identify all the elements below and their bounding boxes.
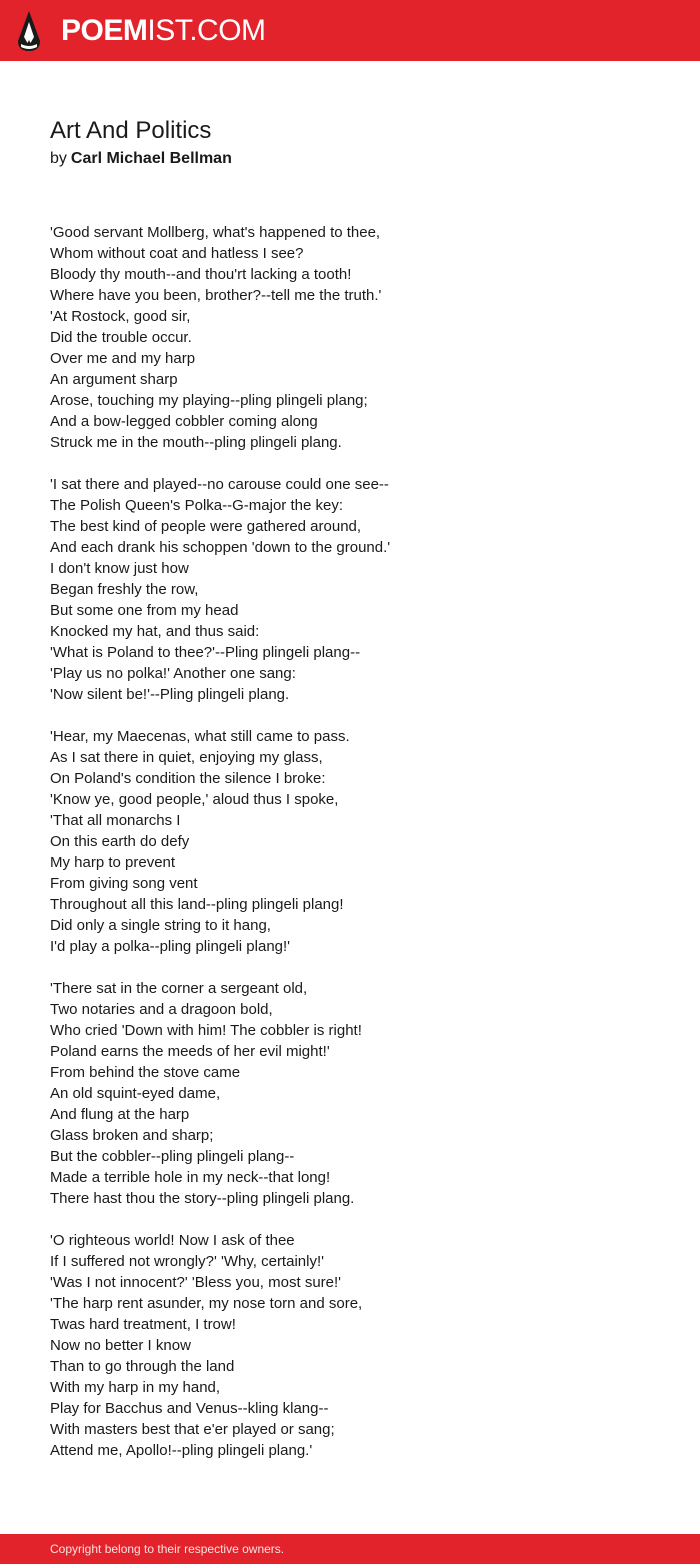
logo-brand-light: IST.COM [147, 13, 266, 47]
author-name: Carl Michael Bellman [70, 150, 232, 167]
poem-line: The best kind of people were gathered around, [50, 518, 362, 535]
poem-stanza [50, 978, 670, 1209]
byline-label: by [50, 150, 67, 167]
poem-line: 'What is Poland to thee?'--Pling plingeli plang-- [50, 644, 361, 661]
pencil-tip-icon[interactable] [17, 10, 41, 52]
poem-line: And a bow-legged cobbler coming along [50, 413, 318, 430]
poem-line: 'Play us no polka!' Another one sang: [50, 665, 296, 682]
poem-line: And flung at the harp [50, 1106, 190, 1123]
poem-line: As I sat there in quiet, enjoying my glass, [50, 749, 323, 766]
poem-line: An argument sharp [50, 371, 178, 388]
poem-line: 'The harp rent asunder, my nose torn and sore, [50, 1295, 363, 1312]
poem-line: Where have you been, brother?--tell me the truth.' [50, 287, 382, 304]
copyright-text: Copyright belong to their respective owners. [50, 1542, 285, 1556]
poem-line: Bloody thy mouth--and thou'rt lacking a tooth! [50, 266, 352, 283]
poem-line: 'Good servant Mollberg, what's happened to thee, [50, 224, 381, 241]
poem-article [50, 116, 670, 1482]
poem-line: Over me and my harp [50, 350, 196, 367]
poem-body [50, 222, 670, 1461]
poem-line: 'Hear, my Maecenas, what still came to pass. [50, 728, 350, 745]
poem-line: Glass broken and sharp; [50, 1127, 214, 1144]
poem-line: Than to go through the land [50, 1358, 235, 1375]
poem-line: Whom without coat and hatless I see? [50, 245, 304, 262]
poem-line: I'd play a polka--pling plingeli plang!' [50, 938, 291, 955]
poem-line: Did the trouble occur. [50, 329, 192, 346]
poem-line: With masters best that e'er played or sang; [50, 1421, 335, 1438]
poem-line: The Polish Queen's Polka--G-major the key: [50, 497, 343, 514]
poem-line: 'Was I not innocent?' 'Bless you, most sure!' [50, 1274, 342, 1291]
poem-stanza [50, 1230, 670, 1461]
poem-line: Play for Bacchus and Venus--kling klang-- [50, 1400, 329, 1417]
poem-line: Throughout all this land--pling plingeli plang! [50, 896, 344, 913]
poem-line: 'At Rostock, good sir, [50, 308, 191, 325]
poem-line: Struck me in the mouth--pling plingeli plang. [50, 434, 342, 451]
poem-line: Did only a single string to it hang, [50, 917, 271, 934]
poem-line: Now no better I know [50, 1337, 191, 1354]
logo-brand-bold: POEM [61, 13, 148, 47]
site-footer [0, 1534, 700, 1564]
poem-line: Poland earns the meeds of her evil might!' [50, 1043, 330, 1060]
poem-line: An old squint-eyed dame, [50, 1085, 221, 1102]
poem-line: 'There sat in the corner a sergeant old, [50, 980, 308, 997]
poem-line: But some one from my head [50, 602, 239, 619]
poem-line: Made a terrible hole in my neck--that long! [50, 1169, 331, 1186]
poem-stanza [50, 222, 670, 453]
poem-line: With my harp in my hand, [50, 1379, 221, 1396]
poem-line: But the cobbler--pling plingeli plang-- [50, 1148, 295, 1165]
poem-line: If I suffered not wrongly?' 'Why, certainly!' [50, 1253, 324, 1270]
poem-line: Began freshly the row, [50, 581, 199, 598]
poem-line: Arose, touching my playing--pling plingeli plang; [50, 392, 368, 409]
poem-stanza [50, 726, 670, 957]
poem-line: 'That all monarchs I [50, 812, 181, 829]
poem-line: 'I sat there and played--no carouse could one see-- [50, 476, 389, 493]
poem-line: I don't know just how [50, 560, 189, 577]
poem-line: Knocked my hat, and thus said: [50, 623, 260, 640]
poem-line: Twas hard treatment, I trow! [50, 1316, 236, 1333]
site-header [0, 0, 700, 61]
poem-line: There hast thou the story--pling plingeli plang. [50, 1190, 355, 1207]
poem-line: From giving song vent [50, 875, 198, 892]
site-logo[interactable] [61, 13, 266, 47]
poem-title: Art And Politics [50, 117, 212, 144]
poem-line: And each drank his schoppen 'down to the ground.' [50, 539, 391, 556]
poem-line: 'Know ye, good people,' aloud thus I spoke, [50, 791, 339, 808]
poem-line: Two notaries and a dragoon bold, [50, 1001, 273, 1018]
poem-line: On this earth do defy [50, 833, 190, 850]
poem-line: 'Now silent be!'--Pling plingeli plang. [50, 686, 290, 703]
poem-line: From behind the stove came [50, 1064, 241, 1081]
poem-line: Who cried 'Down with him! The cobbler is right! [50, 1022, 362, 1039]
poem-stanza [50, 474, 670, 705]
poem-line: Attend me, Apollo!--pling plingeli plang.' [50, 1442, 313, 1459]
poem-line: My harp to prevent [50, 854, 176, 871]
poem-line: 'O righteous world! Now I ask of thee [50, 1232, 295, 1249]
poem-line: On Poland's condition the silence I broke: [50, 770, 326, 787]
byline [50, 146, 670, 172]
